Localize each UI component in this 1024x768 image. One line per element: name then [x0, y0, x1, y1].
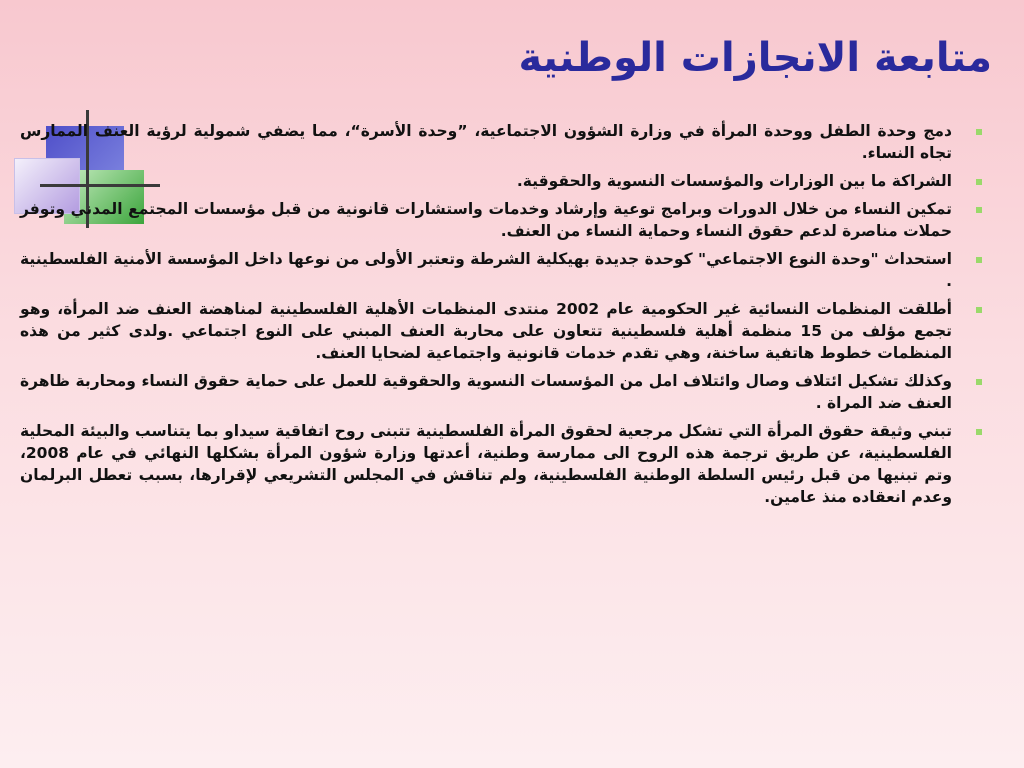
bullet-text: استحداث "وحدة النوع الاجتماعي" كوحدة جديدة بهيكلية الشرطة وتعتبر الأولى من نوعها داخل المؤسسة الأمنية الفلسطينية . [20, 250, 952, 290]
square-bullet-icon [976, 257, 982, 263]
square-bullet-icon [976, 207, 982, 213]
bullet-item [20, 420, 986, 508]
bullet-text: تمكين النساء من خلال الدورات وبرامج توعية وإرشاد وخدمات واستشارات قانونية من قبل مؤسسات المجتمع المدني وتوفر حملات مناصرة لدعم حقوق النساء وحماية النساء من العنف. [20, 200, 952, 240]
bullet-list [20, 120, 986, 514]
square-bullet-icon [976, 429, 982, 435]
bullet-item [20, 170, 986, 192]
bullet-text: دمج وحدة الطفل ووحدة المرأة في وزارة الشؤون الاجتماعية، ”وحدة الأسرة“، مما يضفي شمولية لرؤية العنف الممارس تجاه النساء. [20, 122, 952, 162]
square-bullet-icon [976, 379, 982, 385]
bullet-text: أطلقت المنظمات النسائية غير الحكومية عام 2002 منتدى المنظمات الأهلية الفلسطينية لمناهضة العنف ضد المرأة، وهو تجمع مؤلف من 15 منظمة أهلية فلسطينية تتعاون على محاربة العنف المبني على النوع اجتماعي .ولدى كثير من هذه المنظمات خطوط هاتفية ساخنة، وهي تقدم خدمات قانونية واجتماعية لضحايا العنف. [20, 300, 952, 362]
bullet-item [20, 370, 986, 414]
bullet-item [20, 120, 986, 164]
bullet-text: تبني وثيقة حقوق المرأة التي تشكل مرجعية لحقوق المرأة الفلسطينية تتبنى روح اتفاقية سيداو بما يتناسب والبيئة المحلية الفلسطينية، عن طريق ترجمة هذه الروح الى ممارسة وطنية، أعدتها وزارة شؤون المرأة بشكلها النهائي في عام 2008، وتم تبنيها من قبل رئيس السلطة الوطنية الفلسطينية، ولم تناقش في المجلس التشريعي لإقرارها، بسبب تعطل البرلمان وعدم انعقاده منذ عامين. [20, 422, 952, 506]
bullet-item [20, 248, 986, 292]
slide-title: متابعة الانجازات الوطنية [518, 35, 992, 81]
square-bullet-icon [976, 179, 982, 185]
bullet-item [20, 298, 986, 364]
square-bullet-icon [976, 129, 982, 135]
square-bullet-icon [976, 307, 982, 313]
bullet-item [20, 198, 986, 242]
bullet-text: الشراكة ما بين الوزارات والمؤسسات النسوية والحقوقية. [516, 172, 952, 190]
bullet-text: وكذلك تشكيل ائتلاف وصال وائتلاف امل من المؤسسات النسوية والحقوقية للعمل على حماية حقوق النساء ومحاربة ظاهرة العنف ضد المراة . [20, 372, 952, 412]
